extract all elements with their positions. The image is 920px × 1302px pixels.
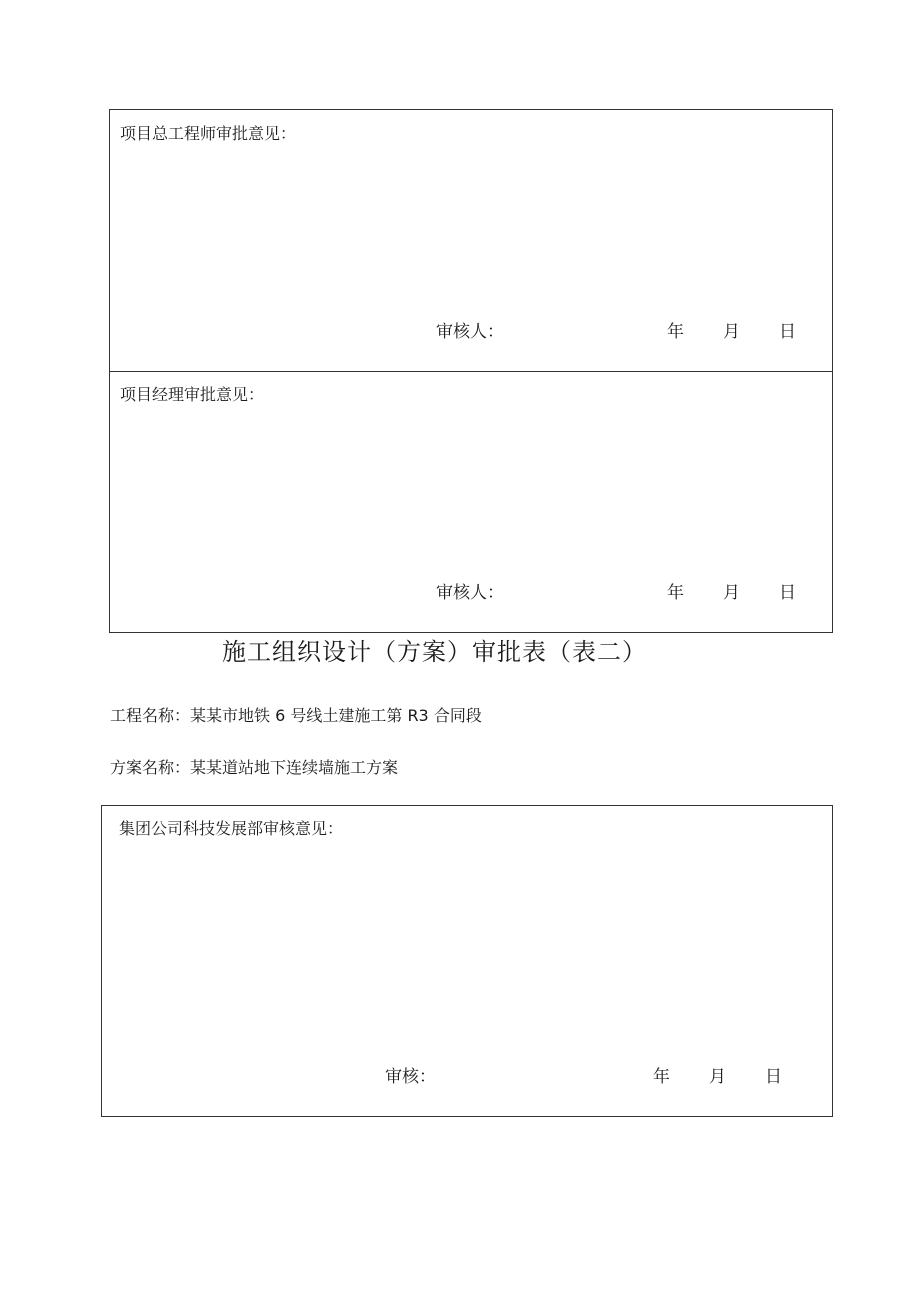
- reviewer-label: 审核：: [385, 1067, 436, 1087]
- month-label: 月: [723, 322, 740, 342]
- project-name: 工程名称：某某市地铁 6 号线土建施工第 R3 合同段: [110, 706, 482, 725]
- month-label: 月: [723, 583, 740, 603]
- year-label: 年: [653, 1067, 670, 1087]
- year-label: 年: [667, 583, 684, 603]
- day-label: 日: [765, 1067, 782, 1087]
- month-label: 月: [709, 1067, 726, 1087]
- form-title: 施工组织设计（方案）审批表（表二）: [222, 638, 647, 666]
- day-label: 日: [779, 583, 796, 603]
- tech-dept-opinion-label: 集团公司科技发展部审核意见：: [119, 819, 344, 838]
- plan-name: 方案名称：某某道站地下连续墙施工方案: [110, 758, 399, 777]
- section-divider: [109, 371, 833, 372]
- reviewer-label: 审核人：: [436, 322, 504, 342]
- project-manager-opinion-label: 项目经理审批意见：: [120, 385, 265, 404]
- year-label: 年: [667, 322, 684, 342]
- reviewer-label: 审核人：: [436, 583, 504, 603]
- day-label: 日: [779, 322, 796, 342]
- chief-engineer-opinion-label: 项目总工程师审批意见：: [120, 124, 297, 143]
